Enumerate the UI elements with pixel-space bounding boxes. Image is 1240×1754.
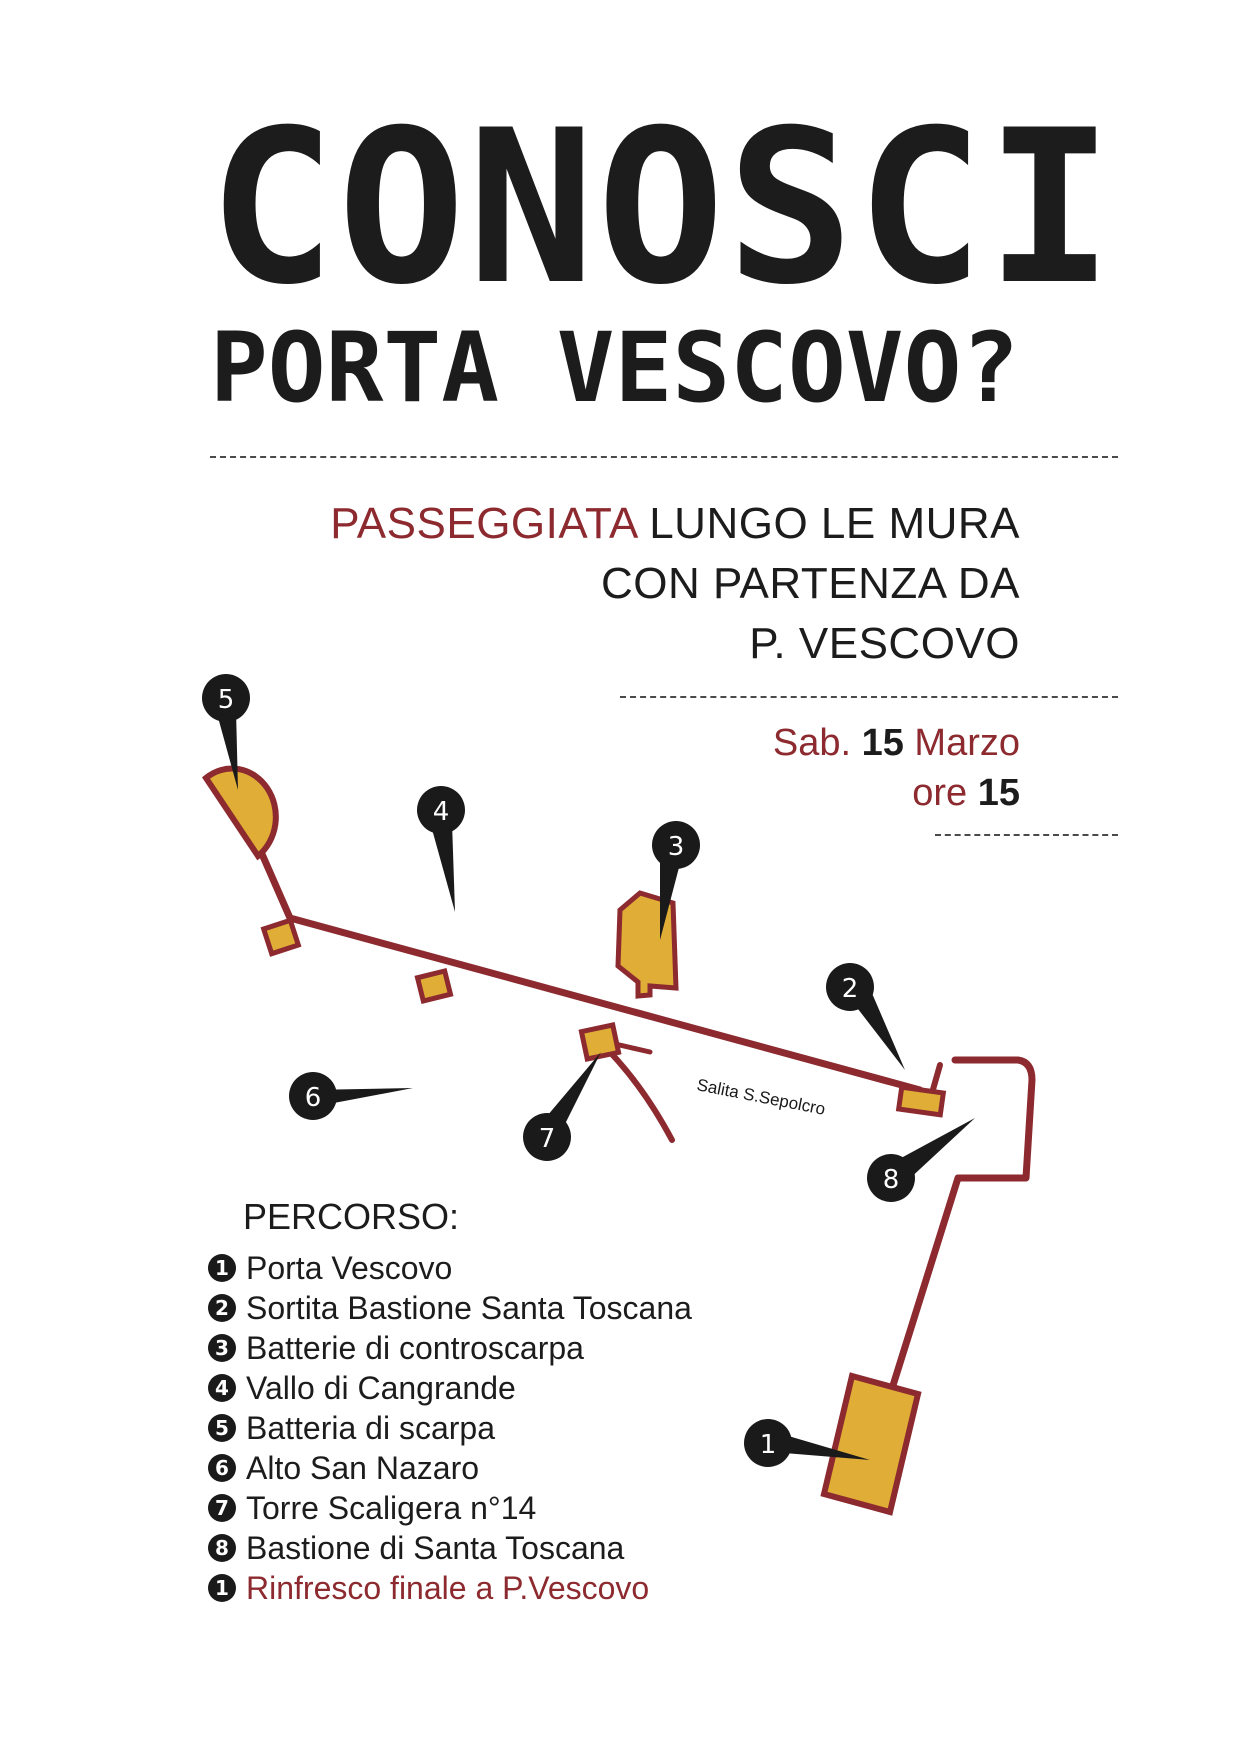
stop-number: 2 [208, 1294, 236, 1322]
porta-vescovo-1 [824, 1376, 918, 1512]
sortita-2 [899, 1087, 944, 1115]
tower-b [418, 971, 451, 1001]
stop-name: Bastione di Santa Toscana [246, 1529, 625, 1566]
itinerary-stop [208, 1248, 692, 1288]
poster-title: CONOSCI [208, 84, 1116, 331]
stop-name: Vallo di Cangrande [246, 1369, 516, 1406]
event-time-prefix: ore [912, 772, 968, 814]
marker-5-label: 5 [217, 685, 235, 715]
marker-4-pointer [430, 822, 455, 912]
stop-name: Rinfresco finale a P.Vescovo [246, 1569, 650, 1606]
stop-number: 4 [208, 1374, 236, 1402]
stop-number: 6 [208, 1454, 236, 1482]
stop-number: 8 [208, 1534, 236, 1562]
itinerary-stop [208, 1328, 692, 1368]
tower-a [264, 920, 299, 953]
walk-line3: P. VESCOVO [749, 619, 1020, 668]
marker-6-label: 6 [304, 1083, 322, 1113]
walk-rest: LUNGO LE MURA [636, 499, 1020, 548]
stop-number: 1 [208, 1574, 236, 1602]
itinerary-stop [208, 1288, 692, 1328]
walk-description [330, 494, 1020, 674]
itinerary-stop [208, 1488, 692, 1528]
itinerary-stop-final [208, 1568, 692, 1608]
stop-number: 5 [208, 1414, 236, 1442]
itinerary-stop [208, 1368, 692, 1408]
stop-name: Porta Vescovo [246, 1249, 453, 1286]
stop-name: Alto San Nazaro [246, 1449, 480, 1486]
event-day-number: 15 [861, 722, 904, 764]
street-label: Salita S.Sepolcro [695, 1075, 827, 1119]
stop-name: Batterie di controscarpa [246, 1329, 584, 1366]
event-day-prefix: Sab. [772, 722, 852, 764]
walk-line2: CON PARTENZA DA [600, 559, 1020, 608]
walk-highlight: PASSEGGIATA [330, 499, 637, 548]
itinerary-stop [208, 1408, 692, 1448]
stop-number: 3 [208, 1334, 236, 1362]
stop-number: 1 [208, 1254, 236, 1282]
itinerary-stop [208, 1528, 692, 1568]
stop-name: Sortita Bastione Santa Toscana [246, 1289, 692, 1326]
poster-subtitle-question: PORTA VESCOVO? [210, 312, 1020, 424]
itinerary-title: PERCORSO: [243, 1196, 460, 1237]
event-time: 15 [977, 772, 1020, 814]
itinerary-list [208, 1248, 692, 1608]
marker-4-label: 4 [432, 797, 450, 827]
marker-1-label: 1 [759, 1430, 777, 1460]
itinerary-stop [208, 1448, 692, 1488]
stop-number: 7 [208, 1494, 236, 1522]
marker-8-label: 8 [882, 1165, 900, 1195]
marker-3-label: 3 [667, 832, 685, 862]
stop-name: Torre Scaligera n°14 [246, 1489, 537, 1526]
bastion-5 [206, 769, 276, 856]
event-month: Marzo [914, 722, 1020, 764]
marker-7-label: 7 [538, 1124, 556, 1154]
marker-2-label: 2 [841, 974, 859, 1004]
divider-top [210, 456, 1118, 458]
stop-name: Batteria di scarpa [246, 1409, 496, 1446]
